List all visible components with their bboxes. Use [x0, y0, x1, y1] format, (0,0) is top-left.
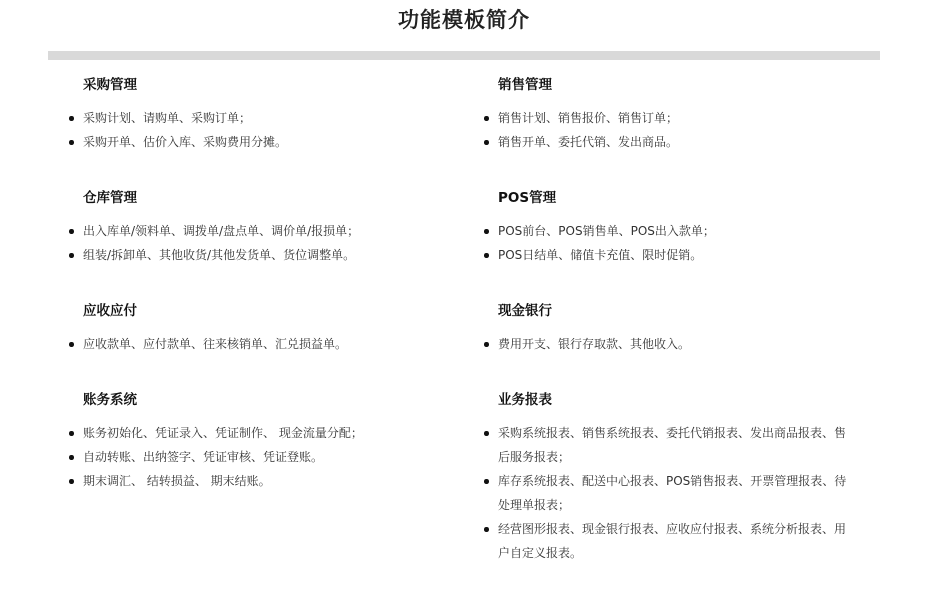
section-title: 仓库管理 [83, 190, 137, 206]
list-item: POS日结单、储值卡充值、限时促销。 [498, 243, 848, 267]
list-item: 期末调汇、 结转损益、 期末结账。 [83, 469, 433, 493]
section-title: POS管理 [498, 190, 557, 206]
feature-list [83, 219, 433, 267]
list-item: 销售开单、委托代销、发出商品。 [498, 130, 848, 154]
section-accounting [83, 391, 433, 493]
feature-list [83, 106, 433, 154]
section-warehouse [83, 189, 433, 267]
list-item: 出入库单/领料单、调拨单/盘点单、调价单/报损单； [83, 219, 433, 243]
list-item: 销售计划、销售报价、销售订单； [498, 106, 848, 130]
section-title: 销售管理 [498, 77, 552, 93]
feature-list [83, 332, 433, 356]
section-sales [498, 76, 848, 154]
section-title: 现金银行 [498, 303, 552, 319]
section-cash-bank [498, 302, 848, 356]
list-item: 组装/拆卸单、其他收货/其他发货单、货位调整单。 [83, 243, 433, 267]
section-pos [498, 189, 848, 267]
list-item: 账务初始化、凭证录入、凭证制作、 现金流量分配； [83, 421, 433, 445]
section-title: 账务系统 [83, 392, 137, 408]
section-title: 业务报表 [498, 392, 552, 408]
feature-list [498, 106, 848, 154]
list-item: 应收款单、应付款单、往来核销单、汇兑损益单。 [83, 332, 433, 356]
feature-list [498, 219, 848, 267]
section-purchase [83, 76, 433, 154]
list-item: 经营图形报表、现金银行报表、应收应付报表、系统分析报表、用户自定义报表。 [498, 517, 848, 565]
page-title: 功能模板简介 [398, 8, 530, 32]
section-business-reports [498, 391, 848, 565]
section-title: 应收应付 [83, 303, 137, 319]
section-receivables-payables [83, 302, 433, 356]
list-item: 库存系统报表、配送中心报表、POS销售报表、开票管理报表、待处理单报表； [498, 469, 848, 517]
list-item: 采购计划、请购单、采购订单； [83, 106, 433, 130]
list-item: 采购系统报表、销售系统报表、委托代销报表、发出商品报表、售后服务报表； [498, 421, 848, 469]
list-item: 费用开支、银行存取款、其他收入。 [498, 332, 848, 356]
feature-list [83, 421, 433, 493]
feature-list [498, 332, 848, 356]
header-divider [48, 51, 880, 60]
section-title: 采购管理 [83, 77, 137, 93]
feature-list [498, 421, 848, 565]
list-item: 采购开单、估价入库、采购费用分摊。 [83, 130, 433, 154]
list-item: POS前台、POS销售单、POS出入款单； [498, 219, 848, 243]
list-item: 自动转账、出纳签字、凭证审核、凭证登账。 [83, 445, 433, 469]
